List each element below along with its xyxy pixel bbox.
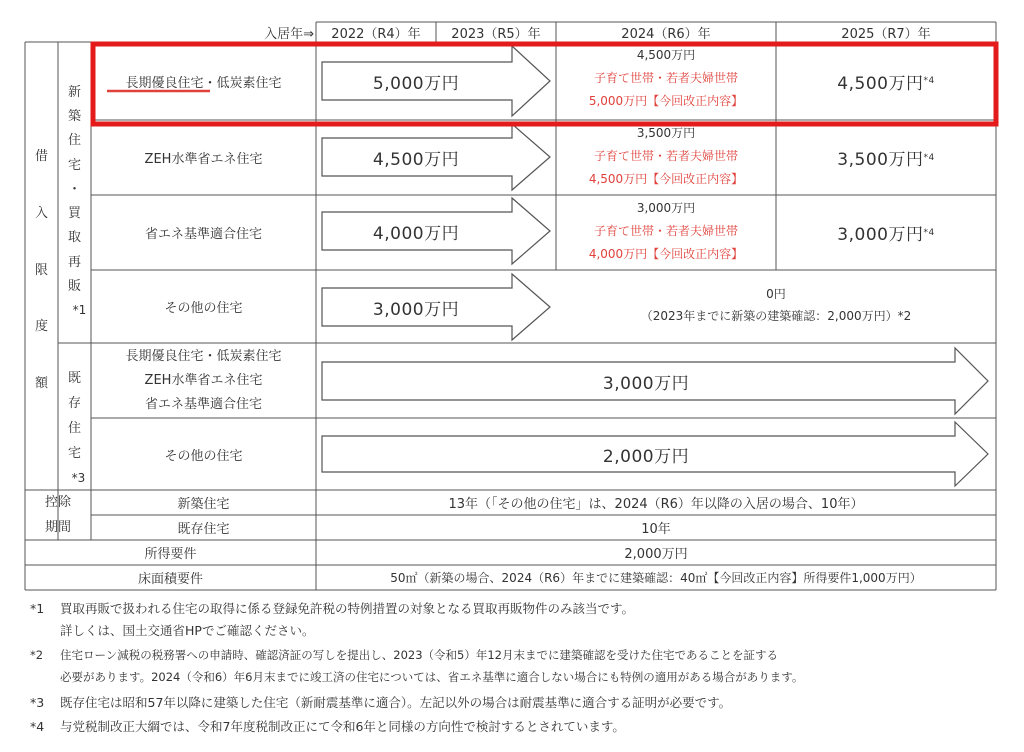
- deduction-period-label: 控除 期間: [44, 495, 71, 535]
- row-label-period-existing: 既存住宅: [177, 522, 230, 537]
- row-label-other-new: その他の住宅: [164, 301, 243, 316]
- value-long-term-2025: 4,500万円 *4: [837, 73, 935, 94]
- value-period-new: 13年（「その他の住宅」は、2024（R6）年以降の入居の場合、10年）: [448, 497, 864, 512]
- value-energy-2022-2023: 4,000万円: [372, 223, 460, 244]
- value-long-term-2022-2023: 5,000万円: [372, 73, 460, 94]
- year-header-2024: 2024（R6）年: [621, 26, 711, 42]
- value-energy-2025: 3,000万円 *4: [837, 225, 935, 245]
- year-header-2022: 2022（R4）年: [331, 26, 421, 42]
- value-zeh-2025: 3,500万円 *4: [837, 150, 935, 170]
- new-housing-label: 新 築 住 宅 ・ 買 取 再 販 *1: [67, 85, 87, 317]
- existing-housing-label: 既 存 住 宅 *3: [67, 371, 86, 485]
- value-zeh-2024: 3,500万円 子育て世帯・若者夫婦世帯 4,500万円【今回改正内容】: [588, 126, 744, 186]
- row-label-floor-area: 床面積要件: [137, 572, 203, 587]
- year-header-2025: 2025（R7）年: [841, 26, 931, 42]
- footnote-4: *4 与党税制改正大綱では、令和7年度税制改正にて令和6年と同様の方向性で検討するとされています。: [30, 719, 625, 734]
- borrowing-limit-label: 借 入 限 度 額: [34, 149, 48, 391]
- value-other-new-2024-2025: 0円 （2023年までに新築の建築確認：2,000万円）*2: [640, 287, 912, 323]
- row-label-zeh: ZEH水準省エネ住宅: [144, 152, 263, 167]
- row-label-period-new: 新築住宅: [177, 497, 230, 512]
- value-existing-certified: 3,000万円: [602, 373, 690, 394]
- value-period-existing: 10年: [641, 522, 671, 537]
- value-other-new-2022-2023: 3,000万円: [372, 299, 460, 320]
- year-header-2023: 2023（R5）年: [451, 26, 541, 42]
- row-label-existing-other: その他の住宅: [164, 448, 243, 464]
- value-existing-other: 2,000万円: [602, 446, 690, 467]
- footnote-1: *1 買取再販で扱われる住宅の取得に係る登録免許税の特例措置の対象となる買取再販物件のみ該当です。 詳しくは、国土交通省HPでご確認ください。: [30, 601, 635, 638]
- value-floor-area: 50㎡（新築の場合、2024（R6）年までに建築確認：40㎡【今回改正内容】所得要件1,000万円）: [390, 571, 922, 585]
- row-label-existing-certified: 長期優良住宅・低炭素住宅 ZEH水準省エネ住宅 省エネ基準適合住宅: [125, 349, 282, 412]
- row-label-energy: 省エネ基準適合住宅: [144, 227, 262, 242]
- row-label-income: 所得要件: [144, 547, 197, 562]
- value-energy-2024: 3,000万円 子育て世帯・若者夫婦世帯 4,000万円【今回改正内容】: [588, 201, 744, 261]
- value-long-term-2024: 4,500万円 子育て世帯・若者夫婦世帯 5,000万円【今回改正内容】: [588, 48, 744, 108]
- footnote-3: *3 既存住宅は昭和57年以降に建築した住宅（新耐震基準に適合）。左記以外の場合は耐震基準に適合する証明が必要です。: [30, 695, 732, 710]
- row-label-long-term: 長期優良住宅 ・低炭素住宅: [125, 75, 282, 91]
- footnote-2: *2 住宅ローン減税の税務署への申請時、確認済証の写しを提出し、2023（令和5）年12月末までに建築確認を受けた住宅であることを証する 必要があります。2024（令和6）年6月末までに竣工済の住宅については、省エネ基準に適合しない場合にも特例の適用がある場合があります。: [30, 648, 804, 684]
- move-in-year-label: 入居年⇒: [264, 26, 314, 42]
- value-income: 2,000万円: [624, 547, 688, 562]
- value-zeh-2022-2023: 4,500万円: [372, 149, 460, 170]
